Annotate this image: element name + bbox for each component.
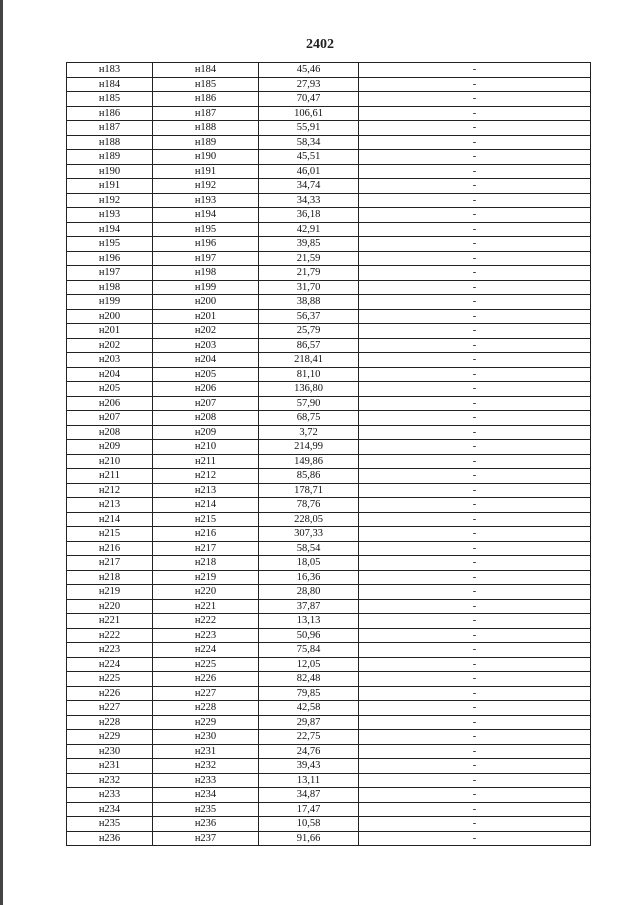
to-point-cell: н225 <box>153 657 259 672</box>
table-row <box>67 817 591 832</box>
to-point-cell: н226 <box>153 672 259 687</box>
table-row <box>67 324 591 339</box>
from-point-cell: н216 <box>67 541 153 556</box>
to-point-cell: н205 <box>153 367 259 382</box>
table-row <box>67 483 591 498</box>
from-point-cell: н201 <box>67 324 153 339</box>
note-cell: - <box>359 454 591 469</box>
note-cell: - <box>359 759 591 774</box>
from-point-cell: н211 <box>67 469 153 484</box>
distance-cell: 56,37 <box>259 309 359 324</box>
table-row <box>67 251 591 266</box>
distance-cell: 79,85 <box>259 686 359 701</box>
to-point-cell: н234 <box>153 788 259 803</box>
table-row <box>67 512 591 527</box>
from-point-cell: н204 <box>67 367 153 382</box>
note-cell: - <box>359 208 591 223</box>
note-cell: - <box>359 527 591 542</box>
table-row <box>67 498 591 513</box>
table-row <box>67 585 591 600</box>
from-point-cell: н232 <box>67 773 153 788</box>
from-point-cell: н200 <box>67 309 153 324</box>
from-point-cell: н225 <box>67 672 153 687</box>
from-point-cell: н218 <box>67 570 153 585</box>
note-cell: - <box>359 498 591 513</box>
distance-cell: 178,71 <box>259 483 359 498</box>
note-cell: - <box>359 570 591 585</box>
table-body <box>67 63 591 846</box>
note-cell: - <box>359 614 591 629</box>
distance-cell: 24,76 <box>259 744 359 759</box>
to-point-cell: н201 <box>153 309 259 324</box>
distance-cell: 22,75 <box>259 730 359 745</box>
distance-cell: 58,34 <box>259 135 359 150</box>
from-point-cell: н230 <box>67 744 153 759</box>
from-point-cell: н205 <box>67 382 153 397</box>
to-point-cell: н218 <box>153 556 259 571</box>
note-cell: - <box>359 788 591 803</box>
to-point-cell: н232 <box>153 759 259 774</box>
distance-cell: 31,70 <box>259 280 359 295</box>
note-cell: - <box>359 744 591 759</box>
from-point-cell: н194 <box>67 222 153 237</box>
distance-cell: 34,74 <box>259 179 359 194</box>
to-point-cell: н184 <box>153 63 259 78</box>
from-point-cell: н193 <box>67 208 153 223</box>
to-point-cell: н223 <box>153 628 259 643</box>
table-row <box>67 92 591 107</box>
note-cell: - <box>359 802 591 817</box>
note-cell: - <box>359 92 591 107</box>
table-row <box>67 628 591 643</box>
distance-cell: 136,80 <box>259 382 359 397</box>
to-point-cell: н229 <box>153 715 259 730</box>
note-cell: - <box>359 599 591 614</box>
table-row <box>67 237 591 252</box>
to-point-cell: н191 <box>153 164 259 179</box>
note-cell: - <box>359 715 591 730</box>
to-point-cell: н207 <box>153 396 259 411</box>
note-cell: - <box>359 63 591 78</box>
from-point-cell: н199 <box>67 295 153 310</box>
table-row <box>67 440 591 455</box>
note-cell: - <box>359 106 591 121</box>
distance-cell: 38,88 <box>259 295 359 310</box>
table-row <box>67 802 591 817</box>
to-point-cell: н233 <box>153 773 259 788</box>
table-row <box>67 570 591 585</box>
table-row <box>67 222 591 237</box>
to-point-cell: н209 <box>153 425 259 440</box>
from-point-cell: н227 <box>67 701 153 716</box>
from-point-cell: н207 <box>67 411 153 426</box>
to-point-cell: н199 <box>153 280 259 295</box>
from-point-cell: н214 <box>67 512 153 527</box>
from-point-cell: н213 <box>67 498 153 513</box>
table-row <box>67 744 591 759</box>
from-point-cell: н196 <box>67 251 153 266</box>
to-point-cell: н208 <box>153 411 259 426</box>
from-point-cell: н224 <box>67 657 153 672</box>
distance-cell: 55,91 <box>259 121 359 136</box>
table-row <box>67 541 591 556</box>
note-cell: - <box>359 440 591 455</box>
to-point-cell: н198 <box>153 266 259 281</box>
table-row <box>67 280 591 295</box>
note-cell: - <box>359 295 591 310</box>
distance-cell: 39,85 <box>259 237 359 252</box>
table-row <box>67 831 591 846</box>
distance-cell: 3,72 <box>259 425 359 440</box>
table-row <box>67 701 591 716</box>
from-point-cell: н233 <box>67 788 153 803</box>
table-row <box>67 295 591 310</box>
distance-cell: 45,51 <box>259 150 359 165</box>
distance-cell: 106,61 <box>259 106 359 121</box>
to-point-cell: н194 <box>153 208 259 223</box>
distance-cell: 75,84 <box>259 643 359 658</box>
distance-cell: 57,90 <box>259 396 359 411</box>
distance-cell: 13,13 <box>259 614 359 629</box>
from-point-cell: н234 <box>67 802 153 817</box>
distance-cell: 46,01 <box>259 164 359 179</box>
distance-cell: 45,46 <box>259 63 359 78</box>
table-row <box>67 759 591 774</box>
from-point-cell: н192 <box>67 193 153 208</box>
from-point-cell: н223 <box>67 643 153 658</box>
to-point-cell: н189 <box>153 135 259 150</box>
boundary-points-table <box>66 62 591 846</box>
note-cell: - <box>359 585 591 600</box>
note-cell: - <box>359 324 591 339</box>
table-row <box>67 193 591 208</box>
from-point-cell: н188 <box>67 135 153 150</box>
table-row <box>67 309 591 324</box>
from-point-cell: н186 <box>67 106 153 121</box>
distance-cell: 28,80 <box>259 585 359 600</box>
scan-edge <box>0 0 3 905</box>
from-point-cell: н203 <box>67 353 153 368</box>
to-point-cell: н193 <box>153 193 259 208</box>
to-point-cell: н235 <box>153 802 259 817</box>
from-point-cell: н228 <box>67 715 153 730</box>
to-point-cell: н224 <box>153 643 259 658</box>
to-point-cell: н210 <box>153 440 259 455</box>
from-point-cell: н202 <box>67 338 153 353</box>
distance-cell: 39,43 <box>259 759 359 774</box>
table-row <box>67 614 591 629</box>
from-point-cell: н222 <box>67 628 153 643</box>
note-cell: - <box>359 701 591 716</box>
distance-cell: 21,79 <box>259 266 359 281</box>
distance-cell: 27,93 <box>259 77 359 92</box>
distance-cell: 10,58 <box>259 817 359 832</box>
to-point-cell: н216 <box>153 527 259 542</box>
note-cell: - <box>359 411 591 426</box>
distance-cell: 91,66 <box>259 831 359 846</box>
from-point-cell: н185 <box>67 92 153 107</box>
table-row <box>67 367 591 382</box>
note-cell: - <box>359 237 591 252</box>
from-point-cell: н191 <box>67 179 153 194</box>
distance-cell: 58,54 <box>259 541 359 556</box>
from-point-cell: н219 <box>67 585 153 600</box>
page-number: 2402 <box>306 37 334 52</box>
distance-cell: 21,59 <box>259 251 359 266</box>
to-point-cell: н212 <box>153 469 259 484</box>
to-point-cell: н222 <box>153 614 259 629</box>
table-row <box>67 643 591 658</box>
distance-cell: 37,87 <box>259 599 359 614</box>
table-row <box>67 672 591 687</box>
from-point-cell: н190 <box>67 164 153 179</box>
table-row <box>67 411 591 426</box>
table-row <box>67 63 591 78</box>
from-point-cell: н184 <box>67 77 153 92</box>
table-row <box>67 106 591 121</box>
from-point-cell: н189 <box>67 150 153 165</box>
from-point-cell: н226 <box>67 686 153 701</box>
to-point-cell: н202 <box>153 324 259 339</box>
from-point-cell: н183 <box>67 63 153 78</box>
table-row <box>67 338 591 353</box>
from-point-cell: н210 <box>67 454 153 469</box>
note-cell: - <box>359 222 591 237</box>
to-point-cell: н237 <box>153 831 259 846</box>
to-point-cell: н230 <box>153 730 259 745</box>
distance-cell: 36,18 <box>259 208 359 223</box>
from-point-cell: н206 <box>67 396 153 411</box>
distance-cell: 42,58 <box>259 701 359 716</box>
distance-cell: 18,05 <box>259 556 359 571</box>
to-point-cell: н185 <box>153 77 259 92</box>
from-point-cell: н212 <box>67 483 153 498</box>
to-point-cell: н195 <box>153 222 259 237</box>
from-point-cell: н236 <box>67 831 153 846</box>
table-row <box>67 730 591 745</box>
table-row <box>67 208 591 223</box>
distance-cell: 85,86 <box>259 469 359 484</box>
distance-cell: 34,87 <box>259 788 359 803</box>
to-point-cell: н221 <box>153 599 259 614</box>
from-point-cell: н198 <box>67 280 153 295</box>
table-row <box>67 556 591 571</box>
table-row <box>67 425 591 440</box>
note-cell: - <box>359 353 591 368</box>
table-row <box>67 788 591 803</box>
distance-cell: 25,79 <box>259 324 359 339</box>
table-row <box>67 715 591 730</box>
distance-cell: 29,87 <box>259 715 359 730</box>
to-point-cell: н220 <box>153 585 259 600</box>
table-row <box>67 686 591 701</box>
to-point-cell: н190 <box>153 150 259 165</box>
note-cell: - <box>359 643 591 658</box>
to-point-cell: н236 <box>153 817 259 832</box>
distance-cell: 81,10 <box>259 367 359 382</box>
to-point-cell: н200 <box>153 295 259 310</box>
from-point-cell: н217 <box>67 556 153 571</box>
note-cell: - <box>359 425 591 440</box>
distance-cell: 214,99 <box>259 440 359 455</box>
note-cell: - <box>359 628 591 643</box>
table-row <box>67 454 591 469</box>
note-cell: - <box>359 179 591 194</box>
note-cell: - <box>359 382 591 397</box>
from-point-cell: н209 <box>67 440 153 455</box>
to-point-cell: н214 <box>153 498 259 513</box>
to-point-cell: н219 <box>153 570 259 585</box>
distance-cell: 50,96 <box>259 628 359 643</box>
to-point-cell: н192 <box>153 179 259 194</box>
from-point-cell: н220 <box>67 599 153 614</box>
note-cell: - <box>359 730 591 745</box>
to-point-cell: н231 <box>153 744 259 759</box>
note-cell: - <box>359 831 591 846</box>
distance-cell: 218,41 <box>259 353 359 368</box>
distance-cell: 70,47 <box>259 92 359 107</box>
note-cell: - <box>359 541 591 556</box>
to-point-cell: н197 <box>153 251 259 266</box>
table-row <box>67 179 591 194</box>
from-point-cell: н235 <box>67 817 153 832</box>
to-point-cell: н196 <box>153 237 259 252</box>
to-point-cell: н228 <box>153 701 259 716</box>
to-point-cell: н215 <box>153 512 259 527</box>
from-point-cell: н197 <box>67 266 153 281</box>
note-cell: - <box>359 77 591 92</box>
note-cell: - <box>359 817 591 832</box>
table-row <box>67 527 591 542</box>
note-cell: - <box>359 556 591 571</box>
note-cell: - <box>359 135 591 150</box>
distance-cell: 17,47 <box>259 802 359 817</box>
distance-cell: 82,48 <box>259 672 359 687</box>
from-point-cell: н208 <box>67 425 153 440</box>
distance-cell: 16,36 <box>259 570 359 585</box>
distance-cell: 13,11 <box>259 773 359 788</box>
to-point-cell: н213 <box>153 483 259 498</box>
to-point-cell: н188 <box>153 121 259 136</box>
distance-cell: 228,05 <box>259 512 359 527</box>
note-cell: - <box>359 193 591 208</box>
table-row <box>67 121 591 136</box>
note-cell: - <box>359 266 591 281</box>
table-row <box>67 135 591 150</box>
table-row <box>67 773 591 788</box>
note-cell: - <box>359 338 591 353</box>
distance-cell: 68,75 <box>259 411 359 426</box>
from-point-cell: н231 <box>67 759 153 774</box>
note-cell: - <box>359 657 591 672</box>
note-cell: - <box>359 672 591 687</box>
distance-cell: 78,76 <box>259 498 359 513</box>
table-row <box>67 382 591 397</box>
from-point-cell: н195 <box>67 237 153 252</box>
table-row <box>67 353 591 368</box>
note-cell: - <box>359 309 591 324</box>
note-cell: - <box>359 773 591 788</box>
note-cell: - <box>359 121 591 136</box>
table-row <box>67 164 591 179</box>
table-row <box>67 77 591 92</box>
note-cell: - <box>359 483 591 498</box>
note-cell: - <box>359 150 591 165</box>
table-row <box>67 150 591 165</box>
table-row <box>67 657 591 672</box>
note-cell: - <box>359 396 591 411</box>
to-point-cell: н206 <box>153 382 259 397</box>
table-row <box>67 266 591 281</box>
note-cell: - <box>359 280 591 295</box>
distance-cell: 307,33 <box>259 527 359 542</box>
note-cell: - <box>359 251 591 266</box>
note-cell: - <box>359 164 591 179</box>
to-point-cell: н204 <box>153 353 259 368</box>
distance-cell: 12,05 <box>259 657 359 672</box>
distance-cell: 86,57 <box>259 338 359 353</box>
table-row <box>67 396 591 411</box>
from-point-cell: н187 <box>67 121 153 136</box>
from-point-cell: н229 <box>67 730 153 745</box>
note-cell: - <box>359 367 591 382</box>
to-point-cell: н203 <box>153 338 259 353</box>
table-row <box>67 469 591 484</box>
to-point-cell: н217 <box>153 541 259 556</box>
from-point-cell: н221 <box>67 614 153 629</box>
to-point-cell: н186 <box>153 92 259 107</box>
from-point-cell: н215 <box>67 527 153 542</box>
note-cell: - <box>359 512 591 527</box>
note-cell: - <box>359 686 591 701</box>
note-cell: - <box>359 469 591 484</box>
table-row <box>67 599 591 614</box>
distance-cell: 42,91 <box>259 222 359 237</box>
to-point-cell: н187 <box>153 106 259 121</box>
distance-cell: 34,33 <box>259 193 359 208</box>
to-point-cell: н211 <box>153 454 259 469</box>
to-point-cell: н227 <box>153 686 259 701</box>
distance-cell: 149,86 <box>259 454 359 469</box>
